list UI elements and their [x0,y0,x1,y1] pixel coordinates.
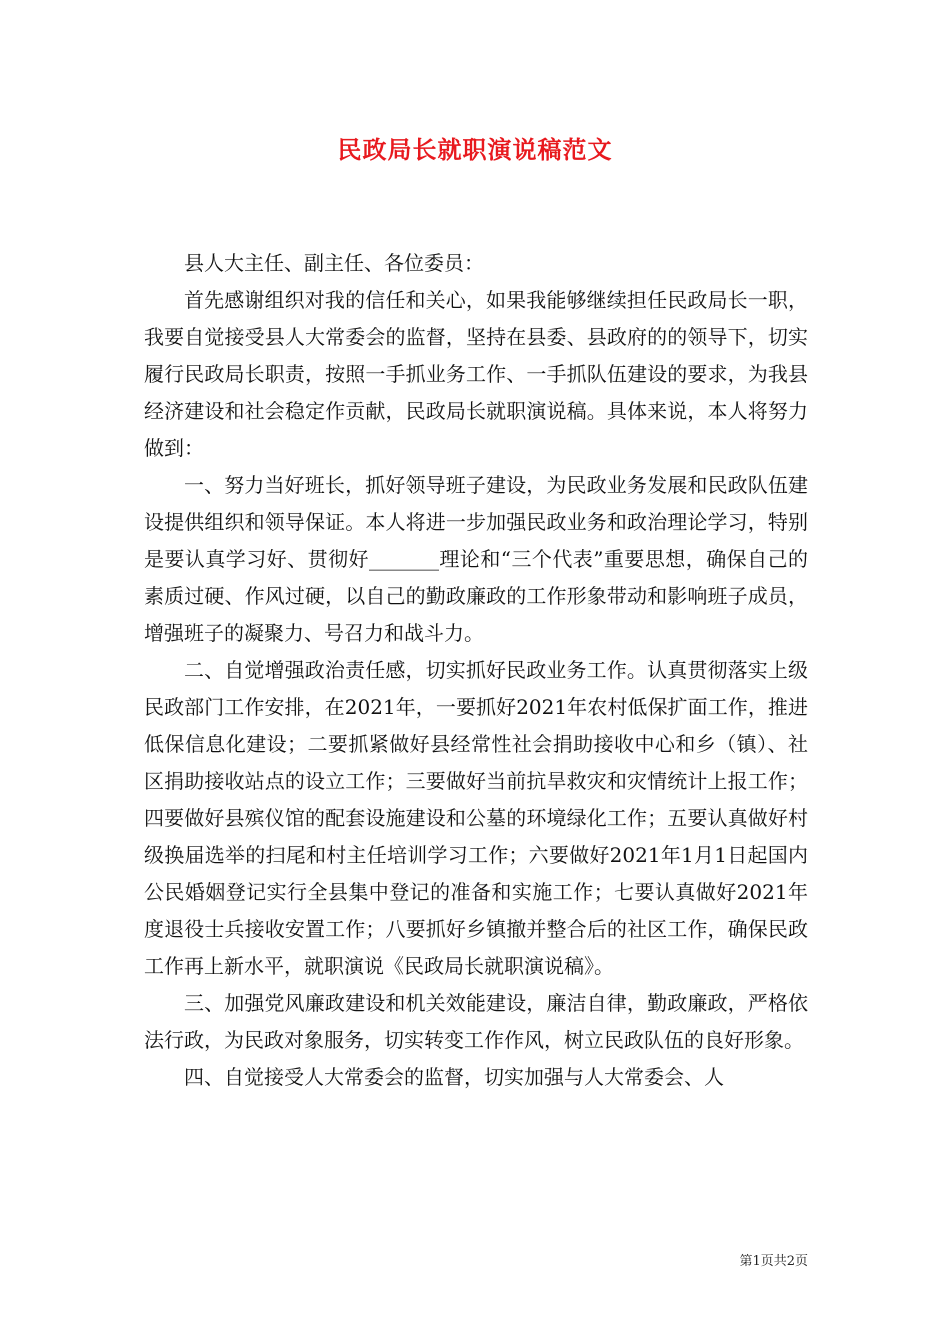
page-number: 第1页共2页 [739,1254,808,1269]
document-title: 民政局长就职演说稿范文 [337,136,613,164]
paragraph-intro: 首先感谢组织对我的信任和关心，如果我能够继续担任民政局长一职，我要自觉接受县人大常委会的监督，坚持在县委、县政府的的领导下，切实履行民政局长职责，按照一手抓业务工作、一手抓队伍建设的要求，为我县经济建设和社会稳定作贡献，民政局长就职演说稿。具体来说，本人将努力做到： [144,288,808,460]
paragraph-two: 二、自觉增强政治责任感，切实抓好民政业务工作。认真贯彻落实上级民政部门工作安排，在2021年，一要抓好2021年农村低保扩面工作，推进低保信息化建设；二要抓紧做好县经常性社会捐助接收中心和乡（镇）、社区捐助接收站点的设立工作；三要做好当前抗旱救灾和灾情统计上报工作；四要做好县殡仪馆的配套设施建设和公墓的环境绿化工作；五要认真做好村级换届选举的扫尾和村主任培训学习工作；六要做好2021年1月1日起国内公民婚姻登记实行全县集中登记的准备和实施工作；七要认真做好2021年度退役士兵接收安置工作；八要抓好乡镇撤并整合后的社区工作，确保民政工作再上新水平，就职演说《民政局长就职演说稿》。 [144,658,808,978]
salutation: 县人大主任、副主任、各位委员： [184,251,484,275]
document-body [144,245,808,1096]
paragraph-four: 四、自觉接受人大常委会的监督，切实加强与人大常委会、人 [184,1065,724,1089]
paragraph-one: 一、努力当好班长，抓好领导班子建设，为民政业务发展和民政队伍建设提供组织和领导保证。本人将进一步加强民政业务和政治理论学习，特别是要认真学习好、贯彻好_______理论和“三个代表”重要思想，确保自己的素质过硬、作风过硬，以自己的勤政廉政的工作形象带动和影响班子成员，增强班子的凝聚力、号召力和战斗力。 [144,473,808,645]
paragraph-three: 三、加强党风廉政建设和机关效能建设，廉洁自律，勤政廉政，严格依法行政，为民政对象服务，切实转变工作作风，树立民政队伍的良好形象。 [144,991,808,1052]
